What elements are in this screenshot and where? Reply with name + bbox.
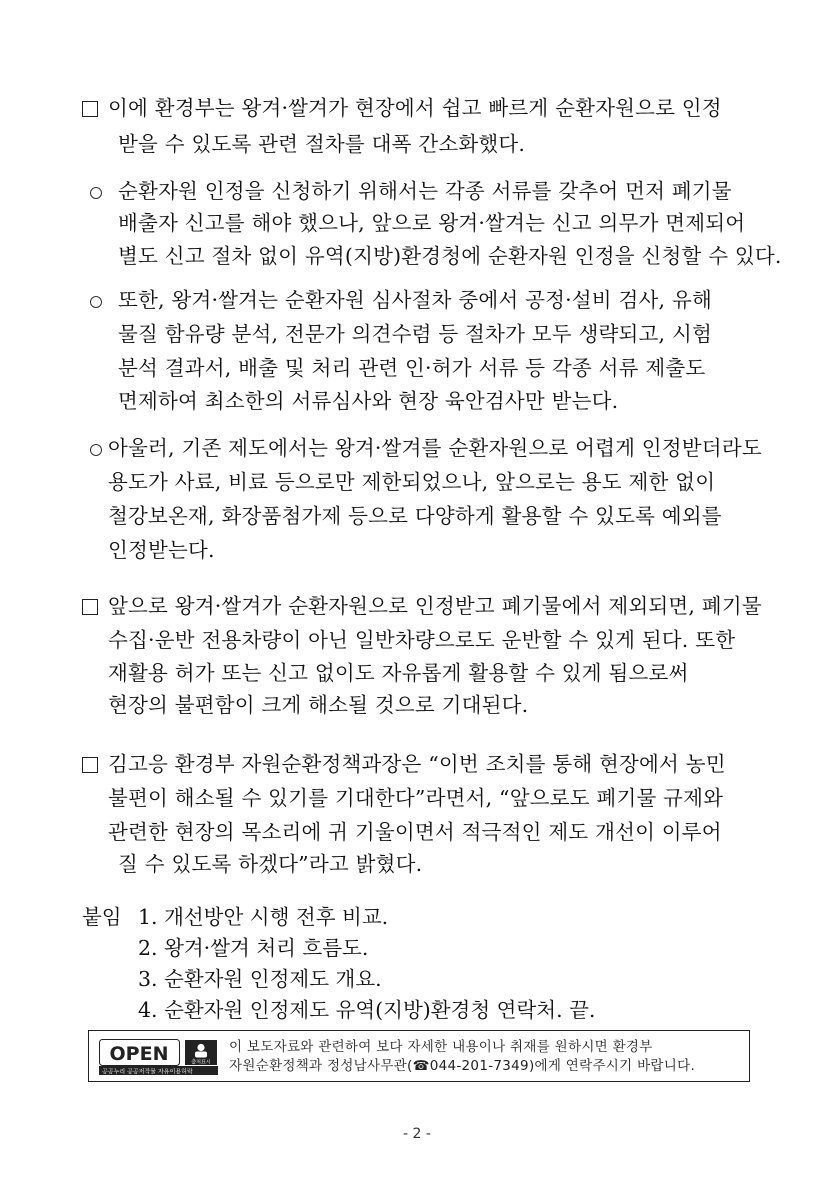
square-bullet-icon: [82, 101, 98, 117]
paragraph-line: 또한, 왕겨·쌀겨는 순환자원 심사절차 중에서 공정·설비 검사, 유해: [118, 288, 712, 312]
square-bullet-icon: [82, 757, 98, 773]
page-number: - 2 -: [403, 1126, 431, 1142]
circle-bullet-icon: [90, 187, 102, 199]
paragraph-line: 물질 함유량 분석, 전문가 의견수렴 등 절차가 모두 생략되고, 시험: [118, 322, 712, 346]
paragraph-line: 수집·운반 전용차량이 아닌 일반차량으로도 운반할 수 있게 된다. 또한: [108, 628, 736, 652]
open-logo-subtitle: 공공누리 공공저작물 자유이용허락: [102, 1068, 193, 1075]
attachment-item: 4. 순환자원 인정제도 유역(지방)환경청 연락처. 끝.: [138, 998, 596, 1022]
paragraph-line: 현장의 불편함이 크게 해소될 것으로 기대된다.: [108, 693, 529, 717]
open-notice-line: 이 보도자료와 관련하여 보다 자세한 내용이나 취재를 원하시면 환경부: [229, 1039, 653, 1055]
open-license-notice: [88, 1030, 750, 1082]
square-bullet-icon: [82, 599, 98, 615]
paragraph-line: 재활용 허가 또는 신고 없이도 자유롭게 활용할 수 있게 됨으로써: [108, 661, 689, 685]
paragraph-line: 김고응 환경부 자원순환정책과장은 “이번 조치를 통해 현장에서 농민: [108, 752, 726, 776]
paragraph-line: 배출자 신고를 해야 했으나, 앞으로 왕겨·쌀겨는 신고 의무가 면제되어: [118, 211, 746, 235]
circle-bullet-icon: [90, 296, 102, 308]
paragraph-line: 불편이 해소될 수 있기를 기대한다”라면서, “앞으로도 폐기물 규제와: [108, 786, 724, 810]
paragraph-line: 인정받는다.: [108, 538, 215, 562]
open-license-logo: [99, 1039, 219, 1075]
paragraph-line: 아울러, 기존 제도에서는 왕겨·쌀겨를 순환자원으로 어렵게 인정받더라도: [108, 436, 762, 460]
open-logo-icon: [99, 1039, 219, 1075]
paragraph-line: 철강보온재, 화장품첨가제 등으로 다양하게 활용할 수 있도록 예외를: [108, 504, 722, 528]
paragraph-line: 분석 결과서, 배출 및 처리 관련 인·허가 서류 등 각종 서류 제출도: [118, 356, 706, 380]
paragraph-line: 면제하여 최소한의 서류심사와 현장 육안검사만 받는다.: [118, 389, 619, 413]
paragraph-line: 받을 수 있도록 관련 절차를 대폭 간소화했다.: [118, 132, 526, 156]
attachment-item: 3. 순환자원 인정제도 개요.: [138, 967, 382, 991]
attachments-label: 붙임: [82, 905, 122, 929]
open-logo-text: OPEN: [109, 1043, 169, 1065]
paragraph-line: 이에 환경부는 왕겨·쌀겨가 현장에서 쉽고 빠르게 순환자원으로 인정: [108, 96, 722, 120]
circle-bullet-icon: [90, 444, 102, 456]
paragraph-line: 별도 신고 절차 없이 유역(지방)환경청에 순환자원 인정을 신청할 수 있다.: [118, 244, 782, 268]
paragraph-line: 관련한 현장의 목소리에 귀 기울이면서 적극적인 제도 개선이 이루어: [108, 820, 722, 844]
paragraph-line: 용도가 사료, 비료 등으로만 제한되었으나, 앞으로는 용도 제한 없이: [108, 470, 716, 494]
attachment-item: 2. 왕겨·쌀겨 처리 흐름도.: [138, 936, 369, 960]
paragraph-line: 앞으로 왕겨·쌀겨가 순환자원으로 인정받고 폐기물에서 제외되면, 폐기물: [108, 594, 762, 618]
paragraph-line: 순환자원 인정을 신청하기 위해서는 각종 서류를 갖추어 먼저 폐기물: [118, 179, 732, 203]
paragraph-line: 질 수 있도록 하겠다”라고 밝혔다.: [118, 852, 423, 876]
attachment-item: 1. 개선방안 시행 전후 비교.: [138, 905, 389, 929]
open-notice-line: 자원순환정책과 정성남사무관(☎044-201-7349)에게 연락주시기 바랍니다.: [229, 1058, 696, 1074]
attribution-badge-text: 출처표시: [191, 1059, 211, 1066]
